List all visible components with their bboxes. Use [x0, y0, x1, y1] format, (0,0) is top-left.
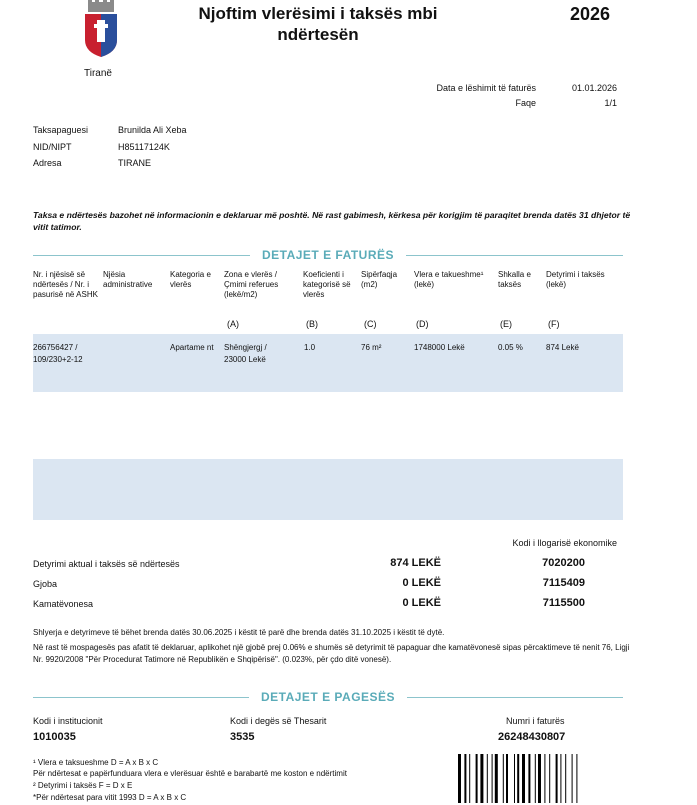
- summary-label-current-tax: Detyrimi aktual i taksës së ndërtesës: [33, 559, 180, 569]
- cell-liability: 874 Lekë: [546, 343, 579, 352]
- empty-table-row: [33, 459, 623, 520]
- invoice-section-title-text: DETAJET E FATURËS: [250, 248, 406, 262]
- col-letter-f: (F): [548, 319, 560, 329]
- institution-code-value: 1010035: [33, 731, 76, 743]
- footnote-pre-1993-buildings: *Për ndërtesat para vitit 1993 D = A x B x C: [33, 793, 187, 802]
- cell-taxable-value: 1748000 Lekë: [414, 343, 465, 352]
- footnote-unfinished-buildings: Për ndërtesat e papërfunduara vlera e vlerësuar është e barabartë me koston e ndërtimit: [33, 769, 347, 778]
- payment-section-title: [33, 690, 623, 704]
- document-title: Njoftim vlerësimi i taksës mbi ndërtesën: [198, 4, 438, 44]
- issue-date-value: 01.01.2026: [571, 83, 617, 93]
- col-header-admin-unit: Njësia administrative: [103, 270, 153, 289]
- cell-area: 76 m²: [361, 343, 382, 352]
- payment-barcode: [458, 754, 618, 803]
- treasury-code-label: Kodi i degës së Thesarit: [230, 716, 327, 726]
- city-name: Tiranë: [84, 68, 112, 79]
- col-header-unit: Nr. i njësisë së ndërtesës / Nr. i pasurisë në ASHK: [33, 270, 98, 299]
- invoice-number-value: 26248430807: [498, 731, 566, 743]
- col-letter-b: (B): [306, 319, 318, 329]
- summary-amount-penalty: 0 LEKË: [402, 577, 441, 589]
- tax-year: 2026: [570, 4, 611, 24]
- payment-section-title-text: DETAJET E PAGESËS: [249, 690, 407, 704]
- notice-text: Taksa e ndërtesës bazohet në informacionin e deklaruar më poshtë. Në rast gabimesh, kërkesa për korigjim të paraqitet brenda datës 31 dhjetor të vitit tatimor.: [33, 210, 631, 232]
- col-header-area: Sipërfaqja (m2): [361, 270, 398, 289]
- col-letter-e: (E): [500, 319, 512, 329]
- summary-code-current-tax: 7020200: [542, 557, 585, 569]
- nid-value: H85117124K: [118, 142, 170, 152]
- summary-label-penalty: Gjoba: [33, 579, 58, 589]
- col-letter-d: (D): [416, 319, 429, 329]
- taxpayer-value: Brunilda Ali Xeba: [118, 125, 187, 135]
- nid-label: NID/NIPT: [33, 142, 72, 152]
- cell-zone: Shëngjergj / 23000 Lekë: [224, 343, 267, 364]
- summary-amount-late-interest: 0 LEKË: [402, 597, 441, 609]
- issue-date-label: Data e lëshimit të faturës: [436, 83, 536, 93]
- cell-category: Apartame nt: [170, 343, 214, 352]
- col-header-zone: Zona e vlerës / Çmimi referues (lekë/m2): [224, 270, 279, 299]
- economic-code-header: Kodi i llogarisë ekonomike: [512, 538, 617, 548]
- summary-code-penalty: 7115409: [542, 577, 585, 589]
- late-payment-text: Në rast të mospagesës pas afatit të deklaruar, aplikohet një gjobë prej 0.06% e shumës së detyrimit të papaguar dhe kamatëvonesë sipas përcaktimeve të nenit 76, Ligji Nr. 9920/2008 "Për Procedurat Tatimore në Republikën e Shqipërisë". (0.023%, për çdo ditë vonesë).: [33, 643, 630, 664]
- col-header-coefficient: Koeficienti i kategorisë së vlerës: [303, 270, 351, 299]
- institution-code-label: Kodi i institucionit: [33, 716, 103, 726]
- tirana-coat-of-arms-logo: [82, 0, 120, 58]
- taxpayer-label: Taksapaguesi: [33, 125, 89, 135]
- payment-deadline-text: Shlyerja e detyrimeve të bëhet brenda datës 30.06.2025 i këstit të parë dhe brenda datës 31.10.2025 i këstit të dytë.: [33, 628, 445, 637]
- summary-amount-current-tax: 874 LEKË: [390, 557, 441, 569]
- invoice-number-label: Numri i faturës: [506, 716, 565, 726]
- footnote-tax-liability: ² Detyrimi i taksës F = D x E: [33, 781, 133, 790]
- cell-rate: 0.05 %: [498, 343, 523, 352]
- col-header-rate: Shkalla e taksës: [498, 270, 531, 289]
- cell-coefficient: 1.0: [304, 343, 316, 352]
- col-letter-c: (C): [364, 319, 377, 329]
- treasury-code-value: 3535: [230, 731, 255, 743]
- cell-unit: 266756427 / 109/230+2-12: [33, 343, 83, 364]
- col-letter-a: (A): [227, 319, 239, 329]
- address-label: Adresa: [33, 158, 62, 168]
- col-header-category: Kategoria e vlerës: [170, 270, 211, 289]
- invoice-section-title: [33, 248, 623, 262]
- summary-label-late-interest: Kamatëvonesa: [33, 599, 94, 609]
- footnote-taxable-value: ¹ Vlera e taksueshme D = A x B x C: [33, 758, 159, 767]
- address-value: TIRANE: [118, 158, 152, 168]
- table-row: [33, 334, 623, 392]
- page-value: 1/1: [604, 98, 617, 108]
- col-header-liability: Detyrimi i taksës (lekë): [546, 270, 605, 289]
- col-header-taxable-value: Vlera e takueshme¹ (lekë): [414, 270, 484, 289]
- summary-code-late-interest: 7115500: [542, 597, 585, 609]
- page-label: Faqe: [515, 98, 536, 108]
